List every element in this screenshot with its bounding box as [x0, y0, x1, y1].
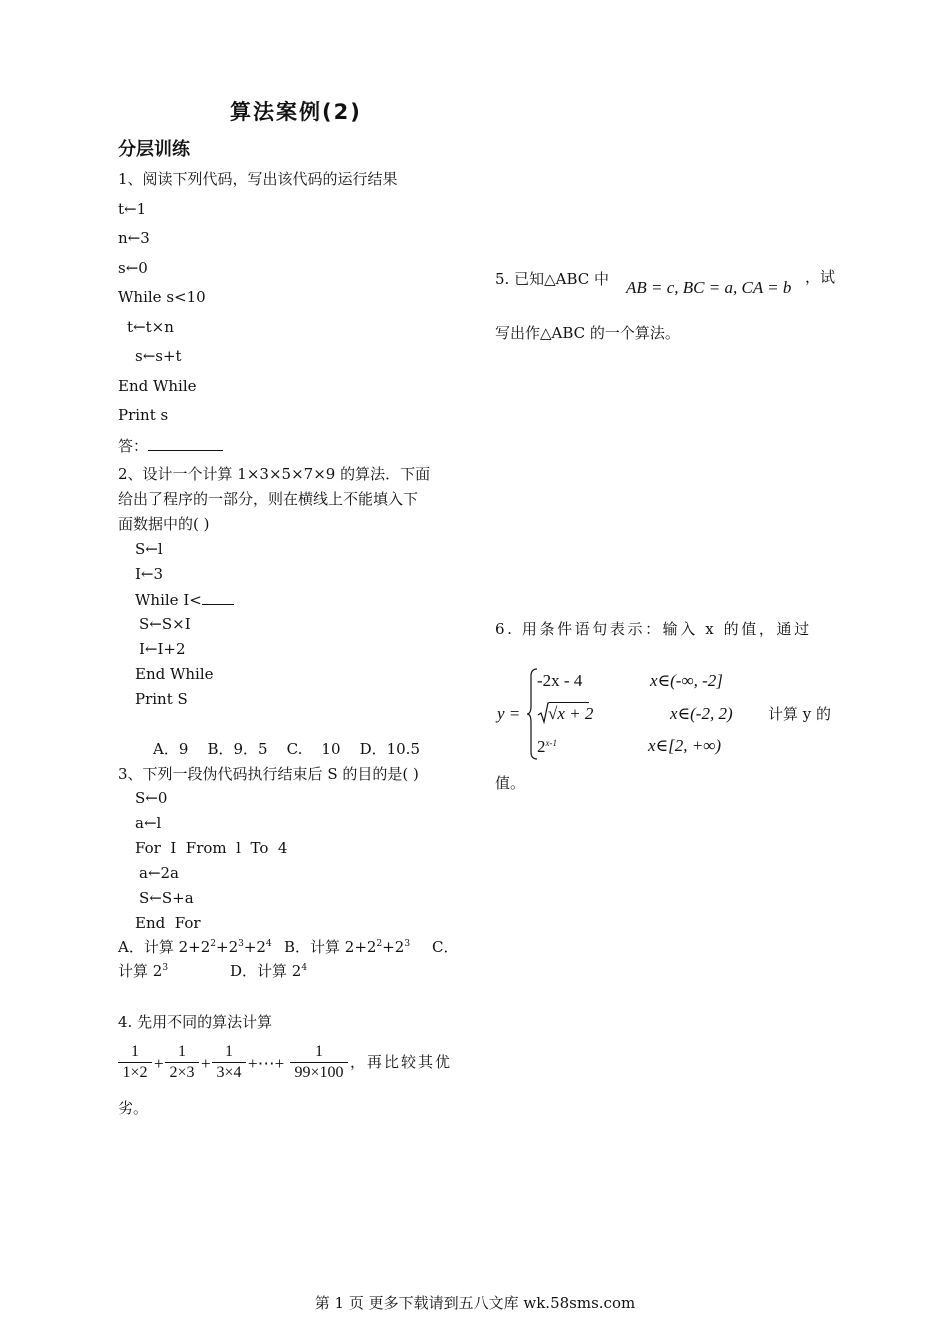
page-footer: 第 1 页 更多下载请到五八文库 wk.58sms.com: [314, 1294, 636, 1312]
q3-code-line: a←2a: [139, 864, 179, 882]
q6-case-expr: -2x - 4: [537, 671, 583, 690]
q3-prompt: 3、下列一段伪代码执行结束后 S 的目的是( ): [118, 765, 419, 783]
q2-while-text: While I<: [135, 591, 202, 609]
q3-code-line: For I From l To 4: [135, 839, 288, 857]
plus-sign: +: [154, 1054, 164, 1073]
q2-code-line: I←I+2: [139, 640, 186, 658]
q5-prompt-b: ，试: [805, 268, 836, 286]
q3-code-line: S←S+a: [139, 889, 194, 907]
q5-prompt-c: 写出作△ABC 的一个算法。: [495, 324, 680, 342]
page-title: 算法案例(2): [230, 100, 362, 124]
ellipsis-sign: +⋯+: [248, 1054, 285, 1073]
q6-case-domain: x∈(-∞, -2]: [650, 671, 723, 690]
q1-code-line: End While: [118, 377, 197, 395]
q1-code-line: s←0: [118, 259, 148, 277]
q1-answer-label: 答：: [118, 437, 149, 455]
q2-prompt-line: 面数据中的( ): [118, 515, 210, 533]
plus-sign: +: [201, 1054, 211, 1073]
q2-prompt-line: 2、设计一个计算 1×3×5×7×9 的算法．下面: [118, 465, 431, 483]
section-heading: 分层训练: [118, 139, 190, 160]
q3-option-c-label: C．: [432, 938, 459, 956]
q6-suffix2: 值。: [495, 774, 526, 792]
answer-blank: [148, 436, 223, 451]
q1-code-line: s←s+t: [135, 347, 182, 365]
q6-prompt: 6. 用条件语句表示：输入 x 的值，通过: [495, 620, 812, 638]
q2-code-line: Print S: [135, 690, 188, 708]
q1-code-line: While s<10: [118, 288, 206, 306]
q2-options: A．9 B．9．5 C. 10 D．10.5: [153, 740, 420, 758]
q6-case-domain: x∈[2, +∞): [648, 736, 721, 755]
q6-case-expr: √x + 2: [548, 704, 594, 723]
q4-suffix2: 劣。: [118, 1099, 149, 1117]
q2-code-line: I←3: [135, 565, 164, 583]
q6-case-expr: 2$^{x-1}$: [537, 737, 557, 756]
q3-option-b: B．计算 $2+2^2+2^3$: [284, 938, 411, 956]
q6-case-domain: x∈(-2, 2): [670, 704, 733, 723]
q1-code-line: t←1: [118, 200, 147, 218]
q6-y-label: y =: [497, 704, 521, 723]
q2-code-line: End While: [135, 665, 214, 683]
q4-fraction: $\frac{1}{1\times 2}$: [118, 1043, 152, 1082]
q4-fraction: $\frac{1}{3\times 4}$: [212, 1043, 246, 1082]
q3-code-line: a←l: [135, 814, 162, 832]
q3-code-line: S←0: [135, 789, 168, 807]
q2-code-line: S←l: [135, 540, 163, 558]
q3-option-a: A．计算 $2+2^2+2^3+2^4$: [118, 938, 272, 956]
q5-formula: AB = c, BC = a, CA = b: [626, 278, 792, 297]
q1-code-line: Print s: [118, 406, 169, 424]
q2-code-line: [135, 590, 234, 609]
q4-fraction: $\frac{1}{2\times 3}$: [165, 1043, 199, 1082]
q2-blank: [202, 590, 234, 605]
q5-prompt-a: 5. 已知△ABC 中: [495, 270, 609, 288]
q1-code-line: t←t×n: [127, 318, 174, 336]
q4-prompt: 4. 先用不同的算法计算: [118, 1013, 273, 1031]
q6-suffix: 计算 y 的: [768, 705, 832, 723]
q1-code-line: n←3: [118, 229, 150, 247]
q1-answer: [118, 436, 223, 455]
q4-suffix: ，再比较其优: [350, 1053, 453, 1071]
q1-prompt: 1、阅读下列代码，写出该代码的运行结果: [118, 170, 398, 188]
q2-code-line: S←S×I: [139, 615, 191, 633]
q4-fraction: $\frac{1}{99\times 100}$: [290, 1043, 348, 1082]
q3-option-d: D．计算 $2^4$: [230, 962, 308, 980]
q2-prompt-line: 给出了程序的一部分，则在横线上不能填入下: [118, 490, 419, 508]
q3-code-line: End For: [135, 914, 201, 932]
q3-option-c: 计算 $2^3$: [118, 962, 169, 980]
